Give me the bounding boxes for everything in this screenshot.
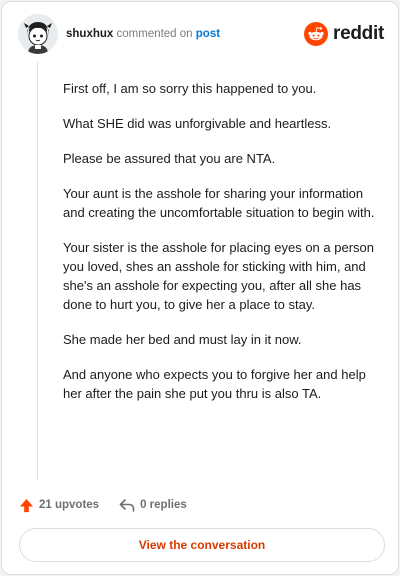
comment-header (18, 14, 384, 54)
comment-paragraph: What SHE did was unforgivable and heartless. (63, 116, 332, 131)
reddit-snoo-icon (304, 22, 328, 46)
reply-count: 0 replies (140, 499, 187, 511)
upvote-count: 21 upvotes (39, 499, 100, 511)
comment-body (63, 79, 381, 419)
comment-byline (66, 27, 220, 41)
upvote-arrow-icon (19, 498, 34, 513)
reply-button[interactable] (119, 498, 187, 513)
comment-card (1, 1, 399, 575)
avatar-icon (18, 14, 58, 54)
action-text: commented on (116, 28, 193, 40)
comment-paragraph: Your aunt is the asshole for sharing your information and creating the uncomfortable situation to begin with. (63, 186, 375, 220)
comment-paragraph: She made her bed and must lay in it now. (63, 332, 302, 347)
post-link[interactable]: post (195, 28, 221, 40)
thread-line (37, 62, 38, 480)
upvote-button[interactable] (19, 498, 99, 513)
reply-arrow-icon (119, 498, 135, 513)
comment-actions (19, 496, 207, 514)
reddit-logo[interactable] (304, 21, 384, 47)
comment-paragraph: And anyone who expects you to forgive her and help her after the pain she put you thru is also TA. (63, 367, 366, 401)
username[interactable]: shuxhux (66, 28, 114, 40)
view-conversation-button[interactable]: View the conversation (19, 528, 385, 562)
user-avatar[interactable] (18, 14, 58, 54)
comment-paragraph: First off, I am so sorry this happened to you. (63, 81, 317, 96)
comment-paragraph: Your sister is the asshole for placing eyes on a person you loved, shes an asshole for sticking with him, and she's an asshole for expecting you, after all she has done to hurt you, to give her a place to stay. (63, 240, 374, 312)
brand-wordmark: reddit (333, 23, 384, 44)
comment-paragraph: Please be assured that you are NTA. (63, 151, 276, 166)
